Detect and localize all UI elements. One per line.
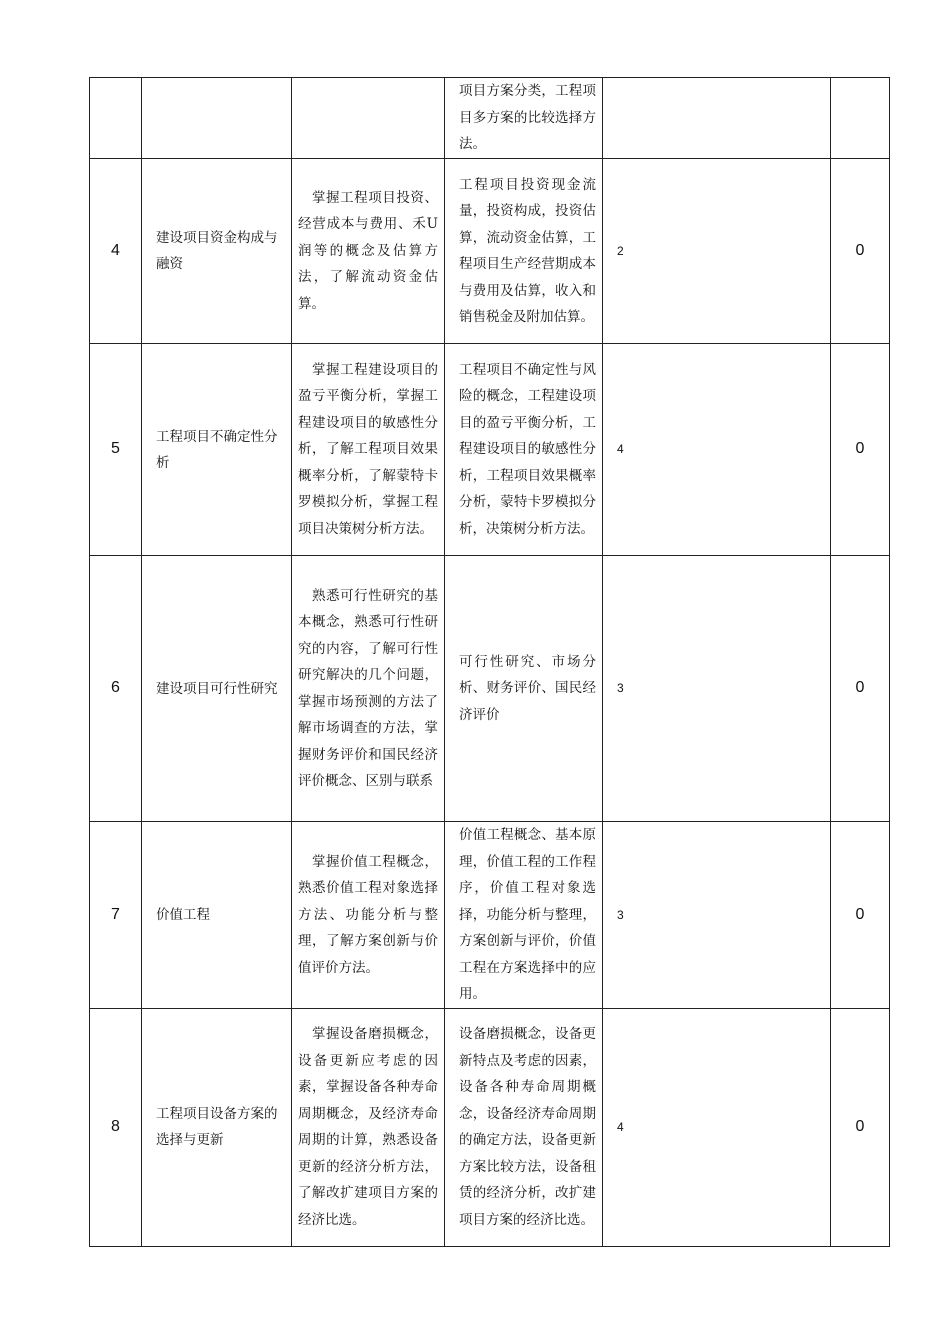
- chapter-name: 价值工程: [142, 822, 292, 1009]
- teaching-requirement: 掌握工程项目投资、经营成本与费用、禾U润等的概念及估算方法，了解流动资金估算。: [292, 159, 445, 344]
- extra-hours: 0: [831, 159, 890, 344]
- table-row: [90, 556, 890, 822]
- chapter-name: [142, 78, 292, 159]
- extra-hours: 0: [831, 344, 890, 556]
- row-number: 8: [90, 1008, 142, 1246]
- hours: 2: [603, 159, 831, 344]
- syllabus-table: [89, 77, 890, 1247]
- chapter-name: 工程项目设备方案的选择与更新: [142, 1008, 292, 1246]
- chapter-name: 工程项目不确定性分析: [142, 344, 292, 556]
- extra-hours: [831, 78, 890, 159]
- teaching-content: 可行性研究、市场分析、财务评价、国民经济评价: [445, 556, 603, 822]
- chapter-name: 建设项目可行性研究: [142, 556, 292, 822]
- extra-hours: 0: [831, 556, 890, 822]
- teaching-content: 设备磨损概念，设备更新特点及考虑的因素，设备各种寿命周期概念，设备经济寿命周期的确定方法，设备更新方案比较方法，设备租赁的经济分析，改扩建项目方案的经济比选。: [445, 1008, 603, 1246]
- table-row: [90, 159, 890, 344]
- row-number: 7: [90, 822, 142, 1009]
- teaching-content: 工程项目不确定性与风险的概念，工程建设项目的盈亏平衡分析，工程建设项目的敏感性分析，工程项目效果概率分析，蒙特卡罗模拟分析，决策树分析方法。: [445, 344, 603, 556]
- row-number: [90, 78, 142, 159]
- table-row: [90, 78, 890, 159]
- table-row: [90, 344, 890, 556]
- hours: 3: [603, 822, 831, 1009]
- teaching-requirement: 掌握价值工程概念，熟悉价值工程对象选择方法、功能分析与整理，了解方案创新与价值评价方法。: [292, 822, 445, 1009]
- hours: 4: [603, 1008, 831, 1246]
- row-number: 6: [90, 556, 142, 822]
- teaching-requirement: 掌握设备磨损概念，设备更新应考虑的因素，掌握设备各种寿命周期概念，及经济寿命周期的计算，熟悉设备更新的经济分析方法，了解改扩建项目方案的经济比选。: [292, 1008, 445, 1246]
- row-number: 5: [90, 344, 142, 556]
- teaching-content: 项目方案分类，工程项目多方案的比较选择方法。: [445, 78, 603, 159]
- teaching-content: 价值工程概念、基本原理，价值工程的工作程序，价值工程对象选择，功能分析与整理，方案创新与评价，价值工程在方案选择中的应用。: [445, 822, 603, 1009]
- table-row: [90, 822, 890, 1009]
- row-number: 4: [90, 159, 142, 344]
- teaching-requirement: 熟悉可行性研究的基本概念，熟悉可行性研究的内容，了解可行性研究解决的几个问题，掌握市场预测的方法了解市场调查的方法，掌握财务评价和国民经济评价概念、区别与联系: [292, 556, 445, 822]
- chapter-name: 建设项目资金构成与融资: [142, 159, 292, 344]
- teaching-content: 工程项目投资现金流量，投资构成，投资估算，流动资金估算，工程项目生产经营期成本与费用及估算，收入和销售税金及附加估算。: [445, 159, 603, 344]
- hours: 3: [603, 556, 831, 822]
- teaching-requirement: [292, 78, 445, 159]
- table-row: [90, 1008, 890, 1246]
- extra-hours: 0: [831, 1008, 890, 1246]
- hours: [603, 78, 831, 159]
- hours: 4: [603, 344, 831, 556]
- extra-hours: 0: [831, 822, 890, 1009]
- teaching-requirement: 掌握工程建设项目的盈亏平衡分析，掌握工程建设项目的敏感性分析，了解工程项目效果概率分析，了解蒙特卡罗模拟分析，掌握工程项目决策树分析方法。: [292, 344, 445, 556]
